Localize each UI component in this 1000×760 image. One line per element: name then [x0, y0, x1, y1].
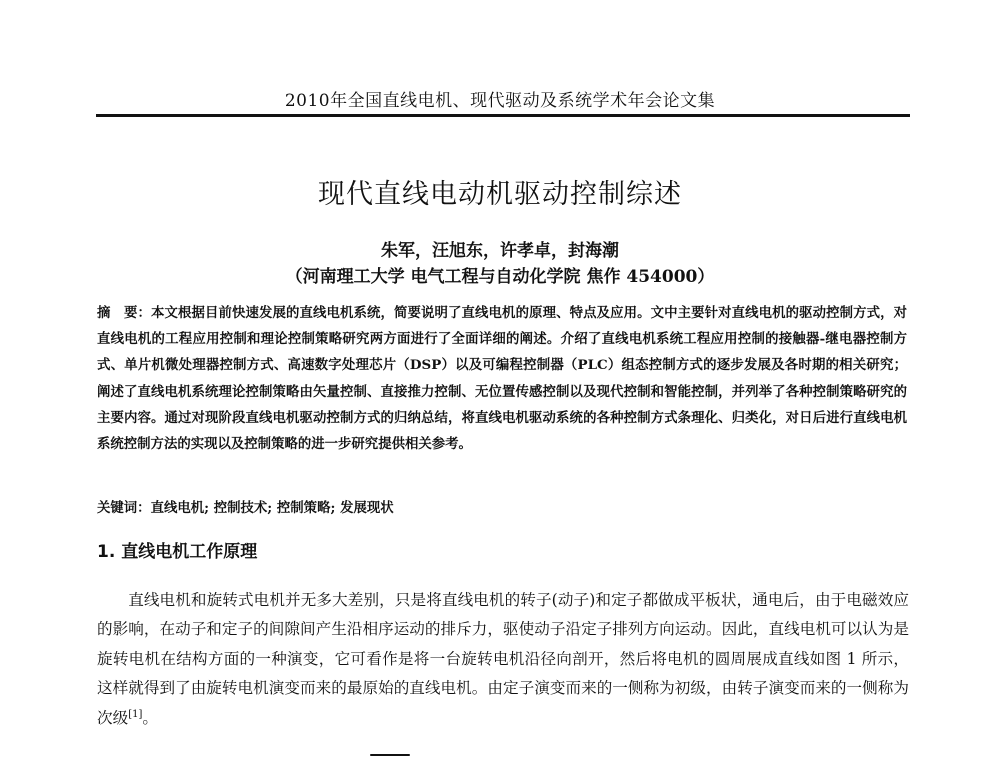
figure-top-edge	[370, 754, 410, 756]
keywords	[97, 495, 907, 521]
affiliation: （河南理工大学 电气工程与自动化学院 焦作 454000）	[285, 267, 715, 287]
paragraph-tail: 。	[142, 708, 158, 727]
running-head: 2010年全国直线电机、现代驱动及系统学术年会论文集	[284, 91, 716, 111]
abstract-label: 摘 要：	[97, 305, 152, 321]
abstract	[97, 300, 907, 457]
keywords-text: 直线电机; 控制技术; 控制策略; 发展现状	[150, 500, 394, 516]
section-heading: 1. 直线电机工作原理	[97, 542, 258, 562]
body-paragraph	[97, 586, 909, 733]
keywords-label: 关键词：	[97, 500, 151, 516]
author-list: 朱军，汪旭东，许孝卓，封海潮	[381, 241, 619, 261]
header-rule	[96, 114, 910, 117]
abstract-text: 本文根据目前快速发展的直线电机系统，简要说明了直线电机的原理、特点及应用。文中主要针对直线电机的驱动控制方式，对直线电机的工程应用控制和理论控制策略研究两方面进行了全面详细的阐述。介绍了直线电机系统工程应用控制的接触器-继电器控制方式、单片机微处理器控制方式、高速数字处理芯片（DSP）以及可编程控制器（PLC）组态控制方式的逐步发展及各时期的相关研究；阐述了直线电机系统理论控制策略由矢量控制、直接推力控制、无位置传感控制以及现代控制和智能控制，并列举了各种控制策略研究的主要内容。通过对现阶段直线电机驱动控制方式的归纳总结，将直线电机驱动系统的各种控制方式条理化、归类化，对日后进行直线电机系统控制方法的实现以及控制策略的进一步研究提供相关参考。	[97, 305, 908, 453]
paragraph-text: 直线电机和旋转式电机并无多大差别，只是将直线电机的转子(动子)和定子都做成平板状，通电后，由于电磁效应的影响，在动子和定子的间隙间产生沿相序运动的排斥力，驱使动子沿定子排列方向运动。因此，直线电机可以认为是旋转电机在结构方面的一种演变，它可看作是将一台旋转电机沿径向剖开，然后将电机的圆周展成直线如图 1 所示，这样就得到了由旋转电机演变而来的最原始的直线电机。由定子演变而来的一侧称为初级，由转子演变而来的一侧称为次级	[97, 591, 909, 727]
citation-ref[interactable]: [1]	[128, 708, 143, 720]
paper-title: 现代直线电动机驱动控制综述	[318, 179, 682, 210]
